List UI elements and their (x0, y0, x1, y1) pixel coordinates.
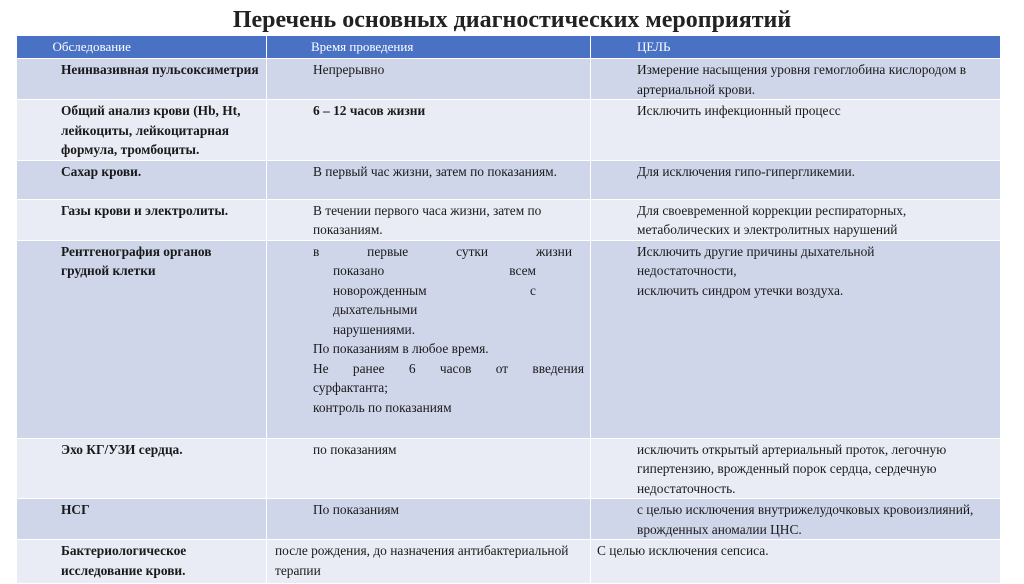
time-line: в первые сутки жизни (313, 243, 572, 259)
table-row (17, 100, 1001, 161)
table-header-row (17, 36, 1001, 59)
cell-goal: С целью исключения сепсиса. (591, 540, 1001, 584)
cell-time: По показаниям (267, 499, 591, 540)
cell-exam: Сахар крови. (17, 160, 267, 199)
table-row (17, 438, 1001, 499)
cell-goal: с целью исключения внутрижелудочковых кровоизлияний, врожденных аномалии ЦНС. (591, 499, 1001, 540)
time-line: сурфактанта; (313, 380, 388, 395)
time-line: дыхательными (333, 302, 418, 317)
cell-exam: Бактериологическое исследование крови. (17, 540, 267, 584)
cell-exam: Газы крови и электролиты. (17, 199, 267, 240)
cell-time: Непрерывно (267, 59, 591, 100)
cell-time: В первый час жизни, затем по показаниям. (267, 160, 591, 199)
time-line: Не ранее 6 часов от введения (313, 360, 584, 376)
cell-goal: Измерение насыщения уровня гемоглобина кислородом в артериальной крови. (591, 59, 1001, 100)
time-line: новорожденным с (333, 282, 536, 298)
cell-goal: Для исключения гипо-гипергликемии. (591, 160, 1001, 199)
cell-exam: Рентгенография органов грудной клетки (17, 240, 267, 438)
cell-time: 6 – 12 часов жизни (267, 100, 591, 161)
cell-time: после рождения, до назначения антибактериальной терапии (267, 540, 591, 584)
table-row (17, 240, 1001, 438)
table-row (17, 499, 1001, 540)
table-row (17, 540, 1001, 584)
table-row (17, 59, 1001, 100)
goal-line: исключить синдром утечки воздуха. (637, 282, 844, 298)
cell-goal: Исключить инфекционный процесс (591, 100, 1001, 161)
table-row (17, 160, 1001, 199)
cell-goal (591, 240, 1001, 438)
header-exam: Обследование (17, 36, 267, 59)
header-time: Время проведения (267, 36, 591, 59)
table-row (17, 199, 1001, 240)
goal-line: недостаточности, (637, 263, 737, 278)
time-line: По показаниям в любое время. (313, 341, 489, 356)
time-line: нарушениями. (333, 321, 416, 337)
cell-exam: Эхо КГ/УЗИ сердца. (17, 438, 267, 499)
time-line: показано всем (333, 263, 536, 278)
cell-time: В течении первого часа жизни, затем по показаниям. (267, 199, 591, 240)
diagnostics-table (16, 36, 1001, 584)
cell-exam: Неинвазивная пульсоксиметрия (17, 59, 267, 100)
cell-goal: Для своевременной коррекции респираторных, метаболических и электролитных нарушений (591, 199, 1001, 240)
cell-time (267, 240, 591, 438)
time-line: контроль по показаниям (313, 399, 452, 415)
cell-exam: НСГ (17, 499, 267, 540)
cell-goal: исключить открытый артериальный проток, легочную гипертензию, врожденный порок сердца, сердечную недостаточность. (591, 438, 1001, 499)
page-title: Перечень основных диагностических мероприятий (232, 7, 792, 33)
cell-exam: Общий анализ крови (Hb, Ht, лейкоциты, лейкоцитарная формула, тромбоциты. (17, 100, 267, 161)
goal-line: Исключить другие причины дыхательной (637, 243, 875, 259)
cell-time: по показаниям (267, 438, 591, 499)
header-goal: ЦЕЛЬ (591, 36, 1001, 59)
